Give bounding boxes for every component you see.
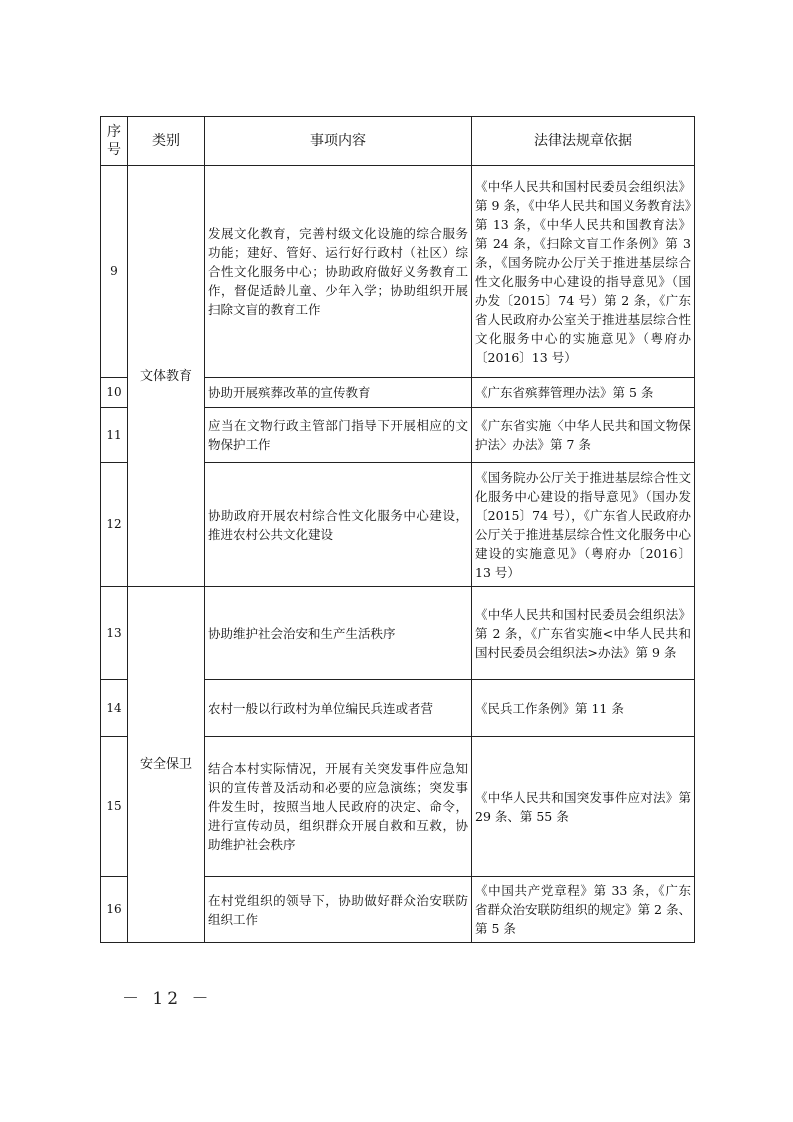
row-content: 农村一般以行政村为单位编民兵连或者营 (205, 680, 472, 737)
header-category: 类别 (128, 117, 205, 166)
row-content: 协助维护社会治安和生产生活秩序 (205, 587, 472, 680)
page-number: － 12 － (122, 989, 213, 1009)
row-content: 发展文化教育，完善村级文化设施的综合服务功能；建好、管好、运行好行政村（社区）综合性文化服务中心；协助政府做好义务教育工作，督促适龄儿童、少年入学；协助组织开展扫除文盲的教育工作 (205, 166, 472, 378)
row-law: 《广东省殡葬管理办法》第 5 条 (472, 378, 695, 408)
row-law: 《民兵工作条例》第 11 条 (472, 680, 695, 737)
row-law: 《国务院办公厅关于推进基层综合性文化服务中心建设的指导意见》（国办发〔2015〕74 号），《广东省人民政府办公厅关于推进基层综合性文化服务中心建设的实施意见》（粤府办〔2016〕13 号） (472, 463, 695, 587)
row-content: 协助政府开展农村综合性文化服务中心建设，推进农村公共文化建设 (205, 463, 472, 587)
header-content: 事项内容 (205, 117, 472, 166)
row-seq: 16 (101, 877, 128, 943)
row-seq: 9 (101, 166, 128, 378)
table-row (101, 587, 695, 680)
header-law: 法律法规章依据 (472, 117, 695, 166)
row-seq: 15 (101, 737, 128, 877)
table-row (101, 166, 695, 378)
row-content: 协助开展殡葬改革的宣传教育 (205, 378, 472, 408)
row-seq: 11 (101, 408, 128, 463)
category-security: 安全保卫 (128, 587, 205, 943)
row-seq: 12 (101, 463, 128, 587)
row-seq: 13 (101, 587, 128, 680)
row-seq: 14 (101, 680, 128, 737)
row-law: 《中华人民共和国村民委员会组织法》第 2 条，《广东省实施<中华人民共和国村民委员会组织法>办法》第 9 条 (472, 587, 695, 680)
row-law: 《中华人民共和国村民委员会组织法》第 9 条，《中华人民共和国义务教育法》第 13 条，《中华人民共和国教育法》第 24 条，《扫除文盲工作条例》第 3 条，《国务院办公厅关于推进基层综合性文化服务中心建设的指导意见》（国办发〔2015〕74 号）第 2 条，《广东省人民政府办公室关于推进基层综合性文化服务中心的实施意见》（粤府办〔2016〕13 号） (472, 166, 695, 378)
row-seq: 10 (101, 378, 128, 408)
row-content: 结合本村实际情况，开展有关突发事件应急知识的宣传普及活动和必要的应急演练；突发事件发生时，按照当地人民政府的决定、命令，进行宣传动员，组织群众开展自救和互救，协助维护社会秩序 (205, 737, 472, 877)
table-header-row (101, 117, 695, 166)
row-law: 《广东省实施〈中华人民共和国文物保护法〉办法》第 7 条 (472, 408, 695, 463)
category-culture: 文体教育 (128, 166, 205, 587)
header-seq: 序号 (101, 117, 128, 166)
row-law: 《中华人民共和国突发事件应对法》第 29 条、第 55 条 (472, 737, 695, 877)
row-content: 应当在文物行政主管部门指导下开展相应的文物保护工作 (205, 408, 472, 463)
row-content: 在村党组织的领导下，协助做好群众治安联防组织工作 (205, 877, 472, 943)
row-law: 《中国共产党章程》第 33 条，《广东省群众治安联防组织的规定》第 2 条、第 5 条 (472, 877, 695, 943)
legal-basis-table (100, 116, 695, 943)
